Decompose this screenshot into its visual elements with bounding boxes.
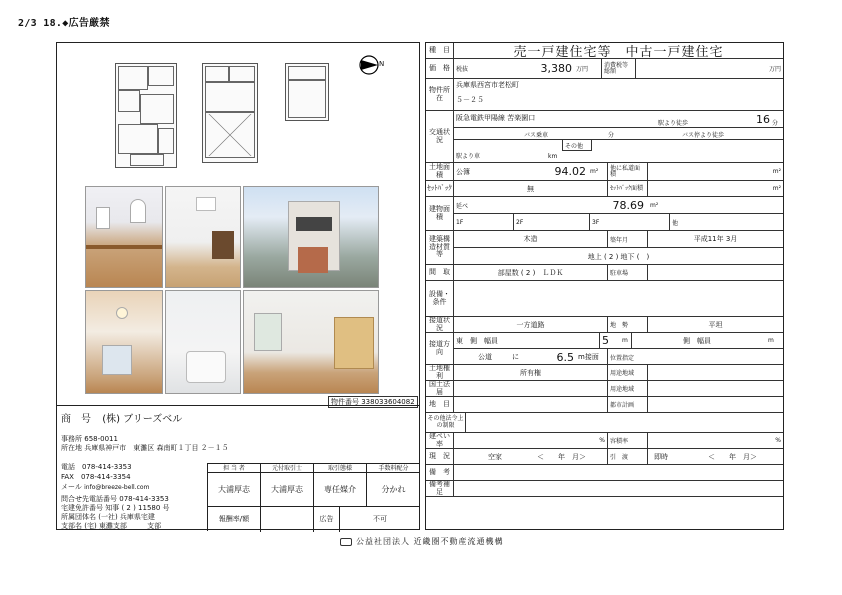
road-unit: m xyxy=(620,333,632,348)
land-sqm: m² xyxy=(588,163,608,180)
bus-walk: バス停より徒歩 xyxy=(682,131,725,139)
branch-suffix: 支部 xyxy=(147,522,162,530)
trade-name-label: 商 号 xyxy=(61,414,91,425)
road-dir-label: 接道方向 xyxy=(426,333,454,364)
floor-2f: 2F xyxy=(514,214,590,231)
photo-room xyxy=(243,290,379,394)
tax-label: 消費税等総額 xyxy=(602,59,636,78)
page-header: 2/3 18.◆広告厳禁 xyxy=(18,18,110,29)
photo-bath xyxy=(165,290,241,394)
mail-label: メール xyxy=(61,483,82,491)
station-walk: 16 xyxy=(756,112,770,126)
assoc-label: 所属団体名 xyxy=(61,513,96,521)
current: 空家 xyxy=(488,452,502,461)
road2-unit: m xyxy=(768,337,774,344)
floor-3f: 3F xyxy=(590,214,670,231)
office-label: 事務所 xyxy=(61,435,82,443)
structure: 木造 xyxy=(454,231,608,247)
transport-label: 交通状況 xyxy=(426,111,454,162)
price-unit: 万円 xyxy=(574,59,602,78)
photo-bedroom xyxy=(85,290,163,394)
trade-name: (株) ブリーズベル xyxy=(102,414,183,425)
location-1: 兵庫県西宮市老松町 xyxy=(456,81,519,89)
total-sqm: m² xyxy=(650,201,659,209)
line: 阪急電鉄甲陽線 苦楽園口 xyxy=(456,114,536,122)
fee-label: 報酬率/額 xyxy=(208,507,261,532)
stories: 地上 ( 2 ) 地下 ( ) xyxy=(587,252,650,261)
fax: 078-414-3354 xyxy=(80,473,131,481)
price-prefix: 税抜 xyxy=(456,66,469,73)
setback-sqm: m² xyxy=(772,185,781,192)
parking-label: 駐車場 xyxy=(608,265,648,280)
position-label: 位置指定 xyxy=(610,354,635,362)
layout: 部屋数 ( 2 ) ＬＤＫ xyxy=(454,265,608,280)
built: 平成11年 3月 xyxy=(693,235,738,243)
frontage-mid: に xyxy=(512,353,519,361)
frontage-suffix: m接面 xyxy=(576,349,608,365)
bus-ride: バス乗車 xyxy=(524,131,549,139)
compass xyxy=(359,53,383,77)
land-cat-label: 地 目 xyxy=(426,397,454,412)
branch-label: 支部名 xyxy=(61,522,82,530)
setback-label: ｾｯﾄﾊﾞｯｸ xyxy=(426,181,454,196)
mail: info@breeze-bell.com xyxy=(84,484,150,491)
ad-value: 不可 xyxy=(373,515,387,523)
tel-label: 電話 xyxy=(61,463,75,471)
structure-label: 建築構造材質等 xyxy=(426,231,454,264)
temp-use-label: 用途地域 xyxy=(608,365,648,380)
road-type: 一方道路 xyxy=(454,317,608,332)
setback-area-label: ｾｯﾄﾊﾞｯｸ面積 xyxy=(608,181,648,196)
km-label: 駅より車 xyxy=(456,152,481,160)
floor-plan-loft xyxy=(285,63,329,121)
road-label: 接道状況 xyxy=(426,317,454,332)
left-panel xyxy=(56,42,420,530)
handover-date: ＜ 年 月＞ xyxy=(708,452,757,461)
compass-letter: N xyxy=(379,60,385,68)
address: 兵庫県神戸市 東灘区 森南町１丁目 ２－１５ xyxy=(84,444,229,452)
private-road-sqm: m² xyxy=(772,168,781,175)
tel: 078-414-3353 xyxy=(82,463,132,471)
far-unit: % xyxy=(454,433,608,448)
type-value: 売一戸建住宅等 中古一戸建住宅 xyxy=(513,45,724,58)
frontage: 6.5 xyxy=(556,350,574,364)
agent-value-4: 分かれ xyxy=(381,485,406,494)
current-date: ＜ 年 月＞ xyxy=(516,449,608,464)
notes-label: 備 考 xyxy=(426,465,454,480)
city-plan-label: 国土法届 xyxy=(426,381,454,396)
ad-label: 広告 xyxy=(314,507,340,532)
footer-text: 公益社団法人 近畿圏不動産流通機構 xyxy=(356,537,504,546)
handover-label: 引 渡 xyxy=(608,449,648,464)
tax-unit: 万円 xyxy=(768,66,781,73)
land-label: 土地面積 xyxy=(426,163,454,180)
station-walk-label: 駅より徒歩 xyxy=(658,119,689,127)
land-right-label: 土地権利 xyxy=(426,365,454,380)
inquiry: 078-414-3353 xyxy=(119,495,169,503)
agent-value-1: 大浦厚志 xyxy=(208,473,261,506)
land-area: 94.02 xyxy=(554,165,586,178)
layout-label: 間 取 xyxy=(426,265,454,280)
land-right: 所有権 xyxy=(454,365,608,380)
property-sheet xyxy=(425,42,784,530)
floor-plan-2f xyxy=(202,63,258,163)
location-label: 物件所在 xyxy=(426,79,454,110)
price: 3,380 xyxy=(540,62,572,75)
building-label: 建物面積 xyxy=(426,197,454,230)
built-label: 築年月 xyxy=(608,231,648,247)
photo-ldk xyxy=(165,186,241,288)
fax-label: FAX xyxy=(61,473,74,481)
org-logo-icon xyxy=(340,538,352,546)
bus-min: 分 xyxy=(608,131,615,139)
price-label: 価 格 xyxy=(426,59,454,78)
agent-value-3: 専任媒介 xyxy=(314,473,367,506)
location-2: ５－２５ xyxy=(456,96,484,104)
assoc: (一社) 兵庫県宅建 xyxy=(98,513,155,521)
type-label: 種 目 xyxy=(426,43,454,58)
road2: 側 幅員 xyxy=(683,336,711,345)
private-road-label: 他に私道面積 xyxy=(608,163,648,180)
vol-label: 容積率 xyxy=(608,433,648,448)
total-area: 78.69 xyxy=(612,198,644,212)
zone-label: 用途地域 xyxy=(608,381,648,396)
floor-other: 他 xyxy=(672,220,679,227)
terrain-label: 地 勢 xyxy=(608,317,648,332)
notes-add-label: 備考補足 xyxy=(426,481,454,496)
license: 知事 ( 2 ) 11580 号 xyxy=(105,504,170,512)
station-walk-unit: 分 xyxy=(772,119,779,127)
frontage-pre: 公道 xyxy=(478,353,492,361)
company-block xyxy=(57,405,419,530)
agent-header-3: 取引態様 xyxy=(314,464,367,472)
agent-header-4: 手数料配分 xyxy=(378,465,409,472)
photo-stairs xyxy=(85,186,163,288)
agent-value-2: 大浦厚志 xyxy=(261,473,314,506)
other: その他 xyxy=(562,139,592,151)
setback: 無 xyxy=(454,181,608,196)
current-label: 現 況 xyxy=(426,449,454,464)
total-floor: 延べ xyxy=(456,202,469,210)
inquiry-label: 問合せ先電話番号 xyxy=(61,495,117,503)
office-postal: 658-0011 xyxy=(84,435,118,443)
floor-1f: 1F xyxy=(454,214,514,231)
agents-table xyxy=(207,463,419,531)
terrain: 平坦 xyxy=(708,320,723,329)
handover: 即時 xyxy=(654,452,668,461)
agent-header-1: 担 当 者 xyxy=(208,464,261,472)
urban-label: 都市計画 xyxy=(608,397,648,412)
other-restrict-label: その他法令上の制限 xyxy=(426,413,466,432)
branch: (宅) 東灘支部 xyxy=(84,522,127,530)
address-label: 所在地 xyxy=(61,444,82,452)
photo-exterior xyxy=(243,186,379,288)
agent-header-2: 元付取引士 xyxy=(261,464,314,472)
vol-unit: % xyxy=(775,437,781,444)
road-width: 5 xyxy=(602,334,609,347)
km-unit: km xyxy=(548,152,558,160)
floor-plan-1f xyxy=(115,63,177,168)
license-label: 宅建免許番号 xyxy=(61,504,103,512)
far-label: 建ぺい率 xyxy=(426,433,454,448)
equip-label: 設備・条件 xyxy=(426,281,454,316)
footer-org xyxy=(340,536,504,547)
property-number: 物件番号 338033604082 xyxy=(328,396,418,408)
land-type: 公簿 xyxy=(456,167,470,176)
road-dir: 東 側 幅員 xyxy=(454,333,600,348)
